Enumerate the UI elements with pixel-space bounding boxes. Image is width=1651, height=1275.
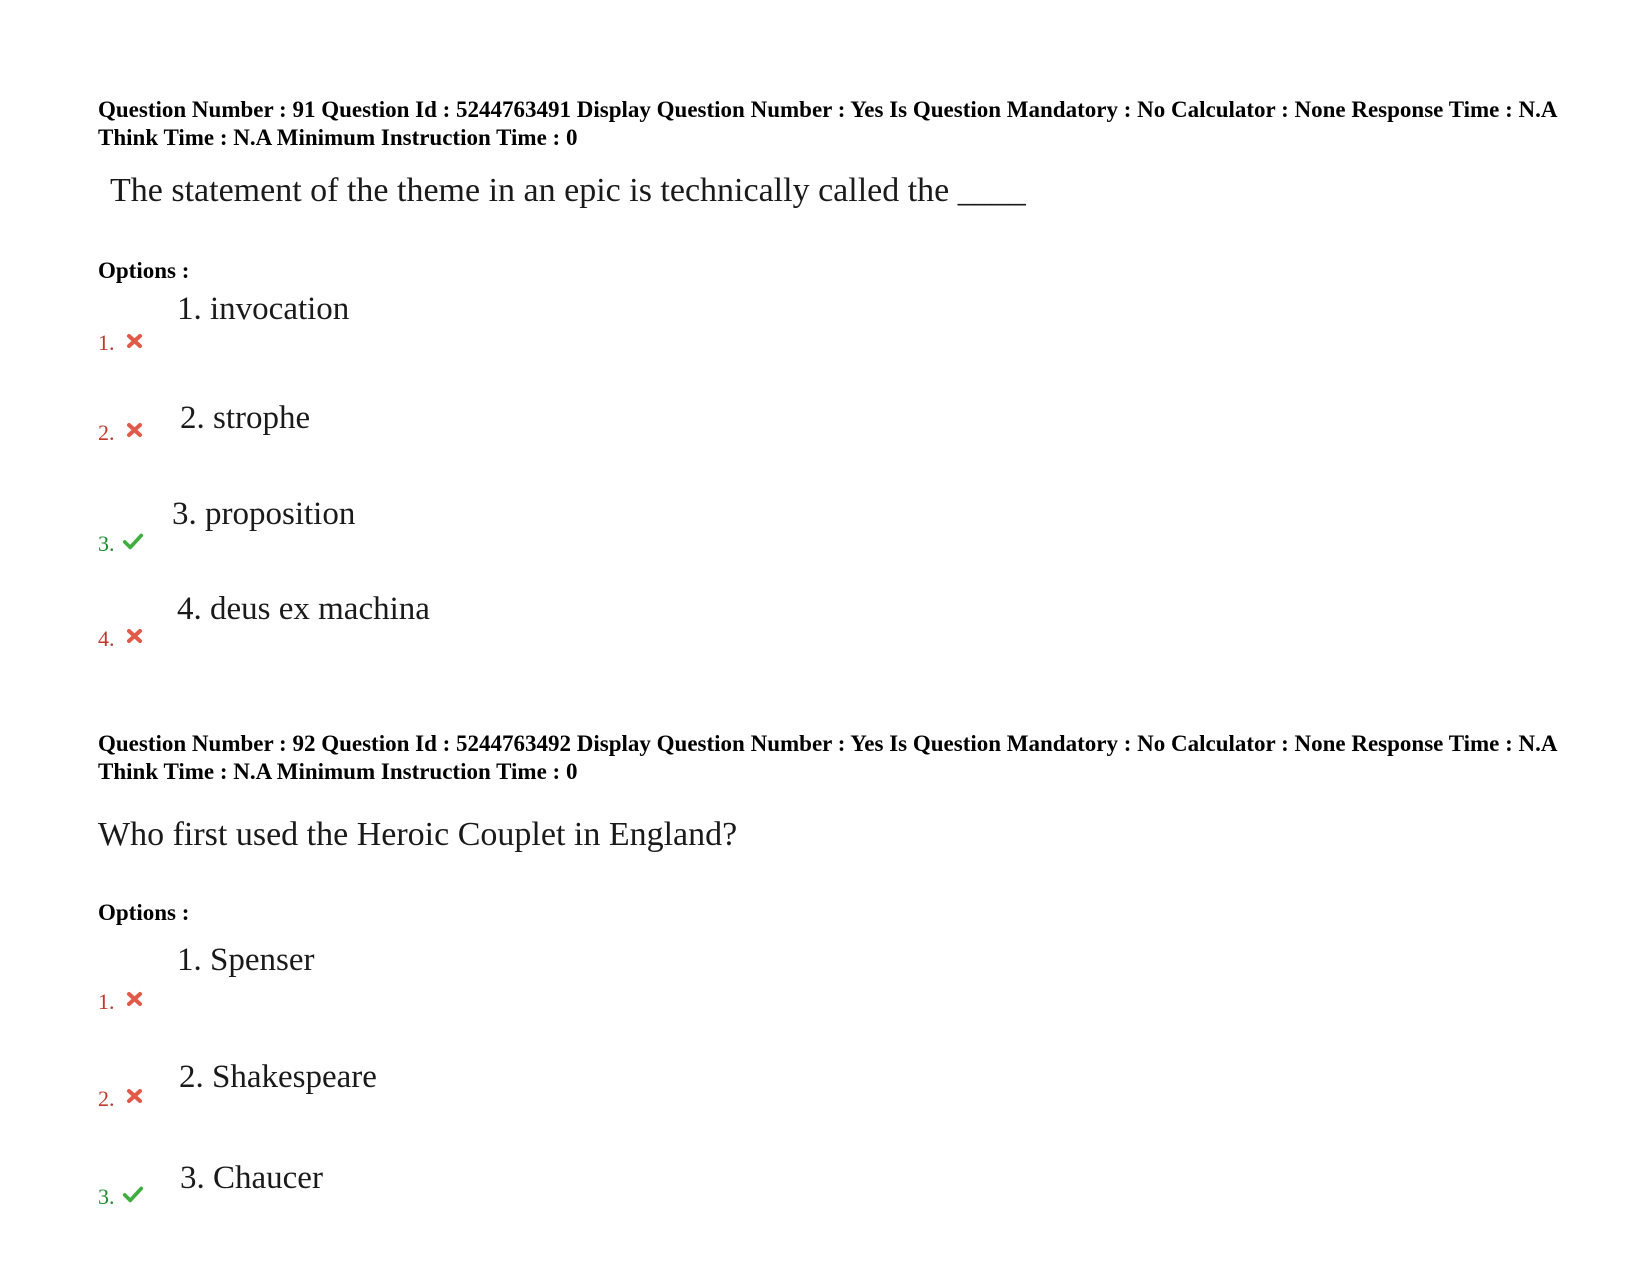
- cross-icon: [124, 625, 146, 647]
- cross-icon: [124, 988, 146, 1010]
- check-icon: [122, 1183, 144, 1205]
- option-number: 1.: [98, 330, 115, 355]
- option-number: 2.: [98, 1086, 115, 1111]
- question-header: Question Number : 91 Question Id : 5244763491 Display Question Number : Yes Is Question Mandatory : No Calculator : None Response Time : N.A Think Time : N.A Minimum Instruction Time : 0: [98, 97, 1557, 150]
- option-text: 1. invocation: [177, 291, 350, 327]
- options-label: Options :: [98, 258, 190, 283]
- question-text: Who first used the Heroic Couplet in England?: [98, 816, 738, 853]
- question-text: The statement of the theme in an epic is technically called the ____: [110, 172, 1026, 209]
- options-label: Options :: [98, 900, 190, 925]
- cross-icon: [124, 330, 146, 352]
- option-number: 2.: [98, 420, 115, 445]
- option-text: 4. deus ex machina: [177, 591, 430, 627]
- option-text: 3. proposition: [172, 496, 356, 532]
- option-number: 1.: [98, 989, 115, 1014]
- cross-icon: [124, 419, 146, 441]
- option-number: 4.: [98, 626, 115, 651]
- option-text: 2. Shakespeare: [179, 1059, 377, 1095]
- option-text: 3. Chaucer: [180, 1160, 323, 1196]
- option-text: 1. Spenser: [177, 942, 315, 978]
- option-number: 3.: [98, 531, 115, 556]
- cross-icon: [124, 1085, 146, 1107]
- option-number: 3.: [98, 1184, 115, 1209]
- question-header: Question Number : 92 Question Id : 5244763492 Display Question Number : Yes Is Question Mandatory : No Calculator : None Response Time : N.A Think Time : N.A Minimum Instruction Time : 0: [98, 731, 1557, 784]
- check-icon: [122, 530, 144, 552]
- option-text: 2. strophe: [180, 400, 311, 436]
